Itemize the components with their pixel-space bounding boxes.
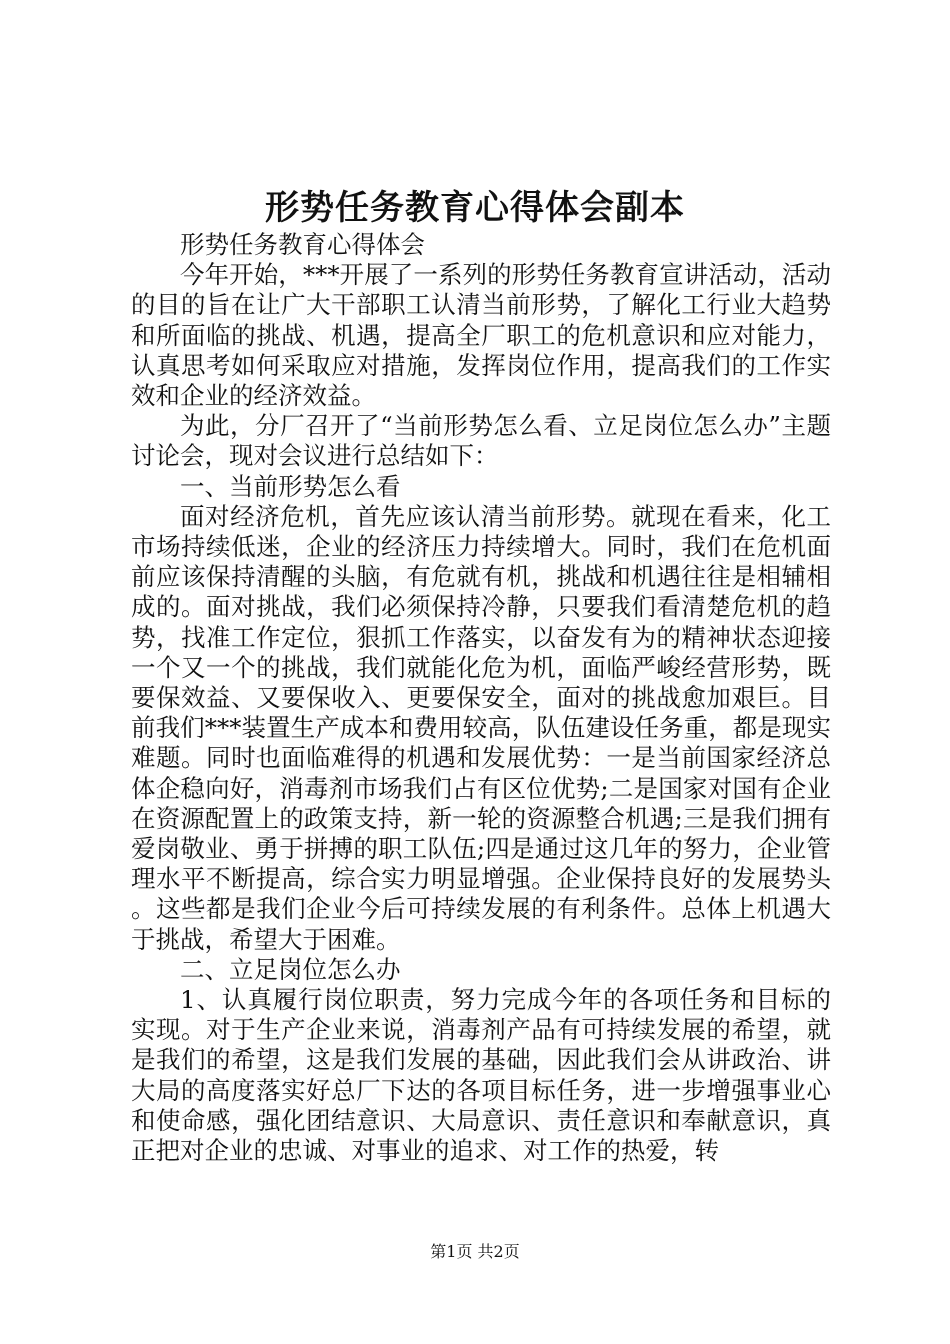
page-number-footer: 第1页 共2页 [430, 1242, 520, 1261]
duty-paragraph: 1、认真履行岗位职责，努力完成今年的各项任务和目标的实现。对于生产企业来说，消毒剂产品有可持续发展的希望，就是我们的希望，这是我们发展的基础，因此我们会从讲政治、讲大局的高度落实好总厂下达的各项目标任务，进一步增强事业心和使命感，强化团结意识、大局意识、责任意识和奉献意识，真正把对企业的忠诚、对事业的追求、对工作的热爱，转 [131, 985, 831, 1166]
document-body [131, 230, 831, 1166]
subtitle-paragraph: 形势任务教育心得体会 [180, 230, 425, 259]
meeting-paragraph: 为此，分厂召开了“当前形势怎么看、立足岗位怎么办”主题讨论会，现对会议进行总结如下： [131, 411, 831, 471]
document-title: 形势任务教育心得体会副本 [265, 188, 685, 228]
situation-paragraph: 面对经济危机，首先应该认清当前形势。就现在看来，化工市场持续低迷，企业的经济压力持续增大。同时，我们在危机面前应该保持清醒的头脑，有危就有机，挑战和机遇往往是相辅相成的。面对挑战，我们必须保持冷静，只要我们看清楚危机的趋势，找准工作定位，狠抓工作落实，以奋发有为的精神状态迎接一个又一个的挑战，我们就能化危为机，面临严峻经营形势，既要保效益、又要保收入、更要保安全，面对的挑战愈加艰巨。目前我们***装置生产成本和费用较高，队伍建设任务重，都是现实难题。同时也面临难得的机遇和发展优势：一是当前国家经济总体企稳向好，消毒剂市场我们占有区位优势;二是国家对国有企业在资源配置上的政策支持，新一轮的资源整合机遇;三是我们拥有爱岗敬业、勇于拼搏的职工队伍;四是通过这几年的努力，企业管理水平不断提高，综合实力明显增强。企业保持良好的发展势头。这些都是我们企业今后可持续发展的有利条件。总体上机遇大于挑战，希望大于困难。 [131, 501, 831, 954]
section-heading-2: 二、立足岗位怎么办 [180, 954, 401, 984]
intro-paragraph: 今年开始，***开展了一系列的形势任务教育宣讲活动，活动的目的旨在让广大干部职工认清当前形势，了解化工行业大趋势和所面临的挑战、机遇，提高全厂职工的危机意识和应对能力，认真思考如何采取应对措施，发挥岗位作用，提高我们的工作实效和企业的经济效益。 [131, 260, 831, 411]
section-heading-1: 一、当前形势怎么看 [180, 471, 401, 501]
